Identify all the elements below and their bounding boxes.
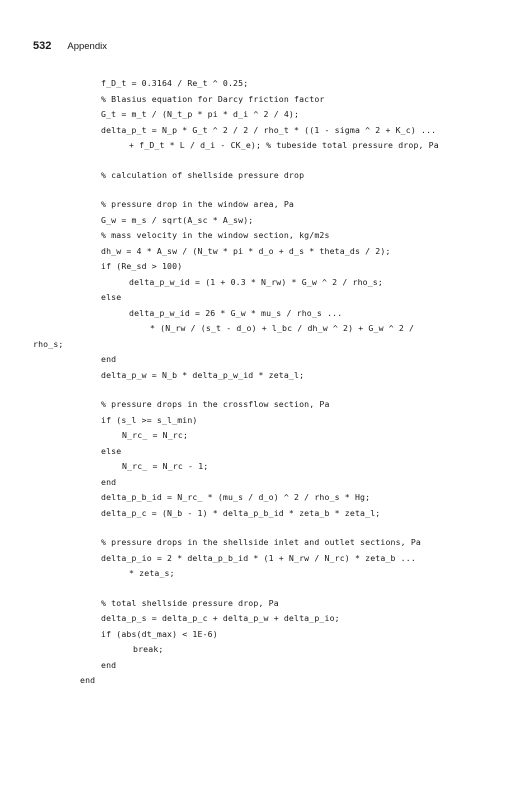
code-line: % mass velocity in the window section, kg/m2s <box>101 230 330 240</box>
code-line <box>0 183 531 197</box>
code-line <box>0 383 531 397</box>
code-line: delta_p_w = N_b * delta_p_w_id * zeta_l; <box>101 369 305 380</box>
code-line: end <box>80 675 96 685</box>
code-line: f_D_t = 0.3164 / Re_t ^ 0.25; <box>101 78 249 88</box>
code-line: if (abs(dt_max) < 1E-6) <box>101 628 218 639</box>
code-line: * (N_rw / (s_t - d_o) + l_bc / dh_w ^ 2) + G_w ^ 2 / <box>150 323 415 333</box>
code-line: G_t = m_t / (N_t_p * pi * d_i ^ 2 / 4); <box>101 109 300 119</box>
code-line: if (s_l >= s_l_min) <box>101 414 198 425</box>
code-line: end <box>101 476 117 487</box>
page-number: 532 <box>33 40 52 52</box>
code-line: delta_p_s = delta_p_c + delta_p_w + delta_p_io; <box>101 613 340 623</box>
code-line: rho_s; <box>33 338 64 349</box>
code-line: delta_p_c = (N_b - 1) * delta_p_b_id * zeta_b * zeta_l; <box>101 507 381 518</box>
code-line: delta_p_t = N_p * G_t ^ 2 / 2 / rho_t * ((1 - sigma ^ 2 + K_c) ... <box>101 124 437 135</box>
code-line: N_rc_ = N_rc; <box>122 430 189 440</box>
code-line: if (Re_sd > 100) <box>101 261 183 271</box>
code-line: delta_p_w_id = (1 + 0.3 * N_rw) * G_w ^ 2 / rho_s; <box>129 276 383 287</box>
code-line: + f_D_t * L / d_i - CK_e); % tubeside total pressure drop, Pa <box>129 140 439 150</box>
code-line: end <box>101 659 117 670</box>
code-line: break; <box>133 644 164 654</box>
code-line <box>0 154 531 168</box>
code-line: G_w = m_s / sqrt(A_sc * A_sw); <box>101 214 254 225</box>
running-head: Appendix <box>67 41 107 52</box>
code-line: % Blasius equation for Darcy friction factor <box>101 93 325 104</box>
code-line: delta_p_b_id = N_rc_ * (mu_s / d_o) ^ 2 / rho_s * Hg; <box>101 492 371 502</box>
code-line: delta_p_w_id = 26 * G_w * mu_s / rho_s ... <box>129 307 343 318</box>
code-line: % pressure drops in the shellside inlet and outlet sections, Pa <box>101 537 421 547</box>
code-line: delta_p_io = 2 * delta_p_b_id * (1 + N_rw / N_rc) * zeta_b ... <box>101 552 416 563</box>
code-line: end <box>101 354 117 364</box>
code-line: % pressure drop in the window area, Pa <box>101 199 295 209</box>
code-line: else <box>101 292 122 302</box>
code-line: % pressure drops in the crossflow section, Pa <box>101 399 330 409</box>
code-line: * zeta_s; <box>129 568 175 578</box>
code-line: else <box>101 445 122 456</box>
code-line: dh_w = 4 * A_sw / (N_tw * pi * d_o + d_s * theta_ds / 2); <box>101 245 391 256</box>
page-header <box>33 40 107 54</box>
code-listing <box>0 76 531 689</box>
code-line: N_rc_ = N_rc - 1; <box>122 461 209 471</box>
code-line <box>0 582 531 596</box>
code-line <box>0 521 531 535</box>
code-line: % total shellside pressure drop, Pa <box>101 597 279 608</box>
code-line: % calculation of shellside pressure drop <box>101 169 305 180</box>
